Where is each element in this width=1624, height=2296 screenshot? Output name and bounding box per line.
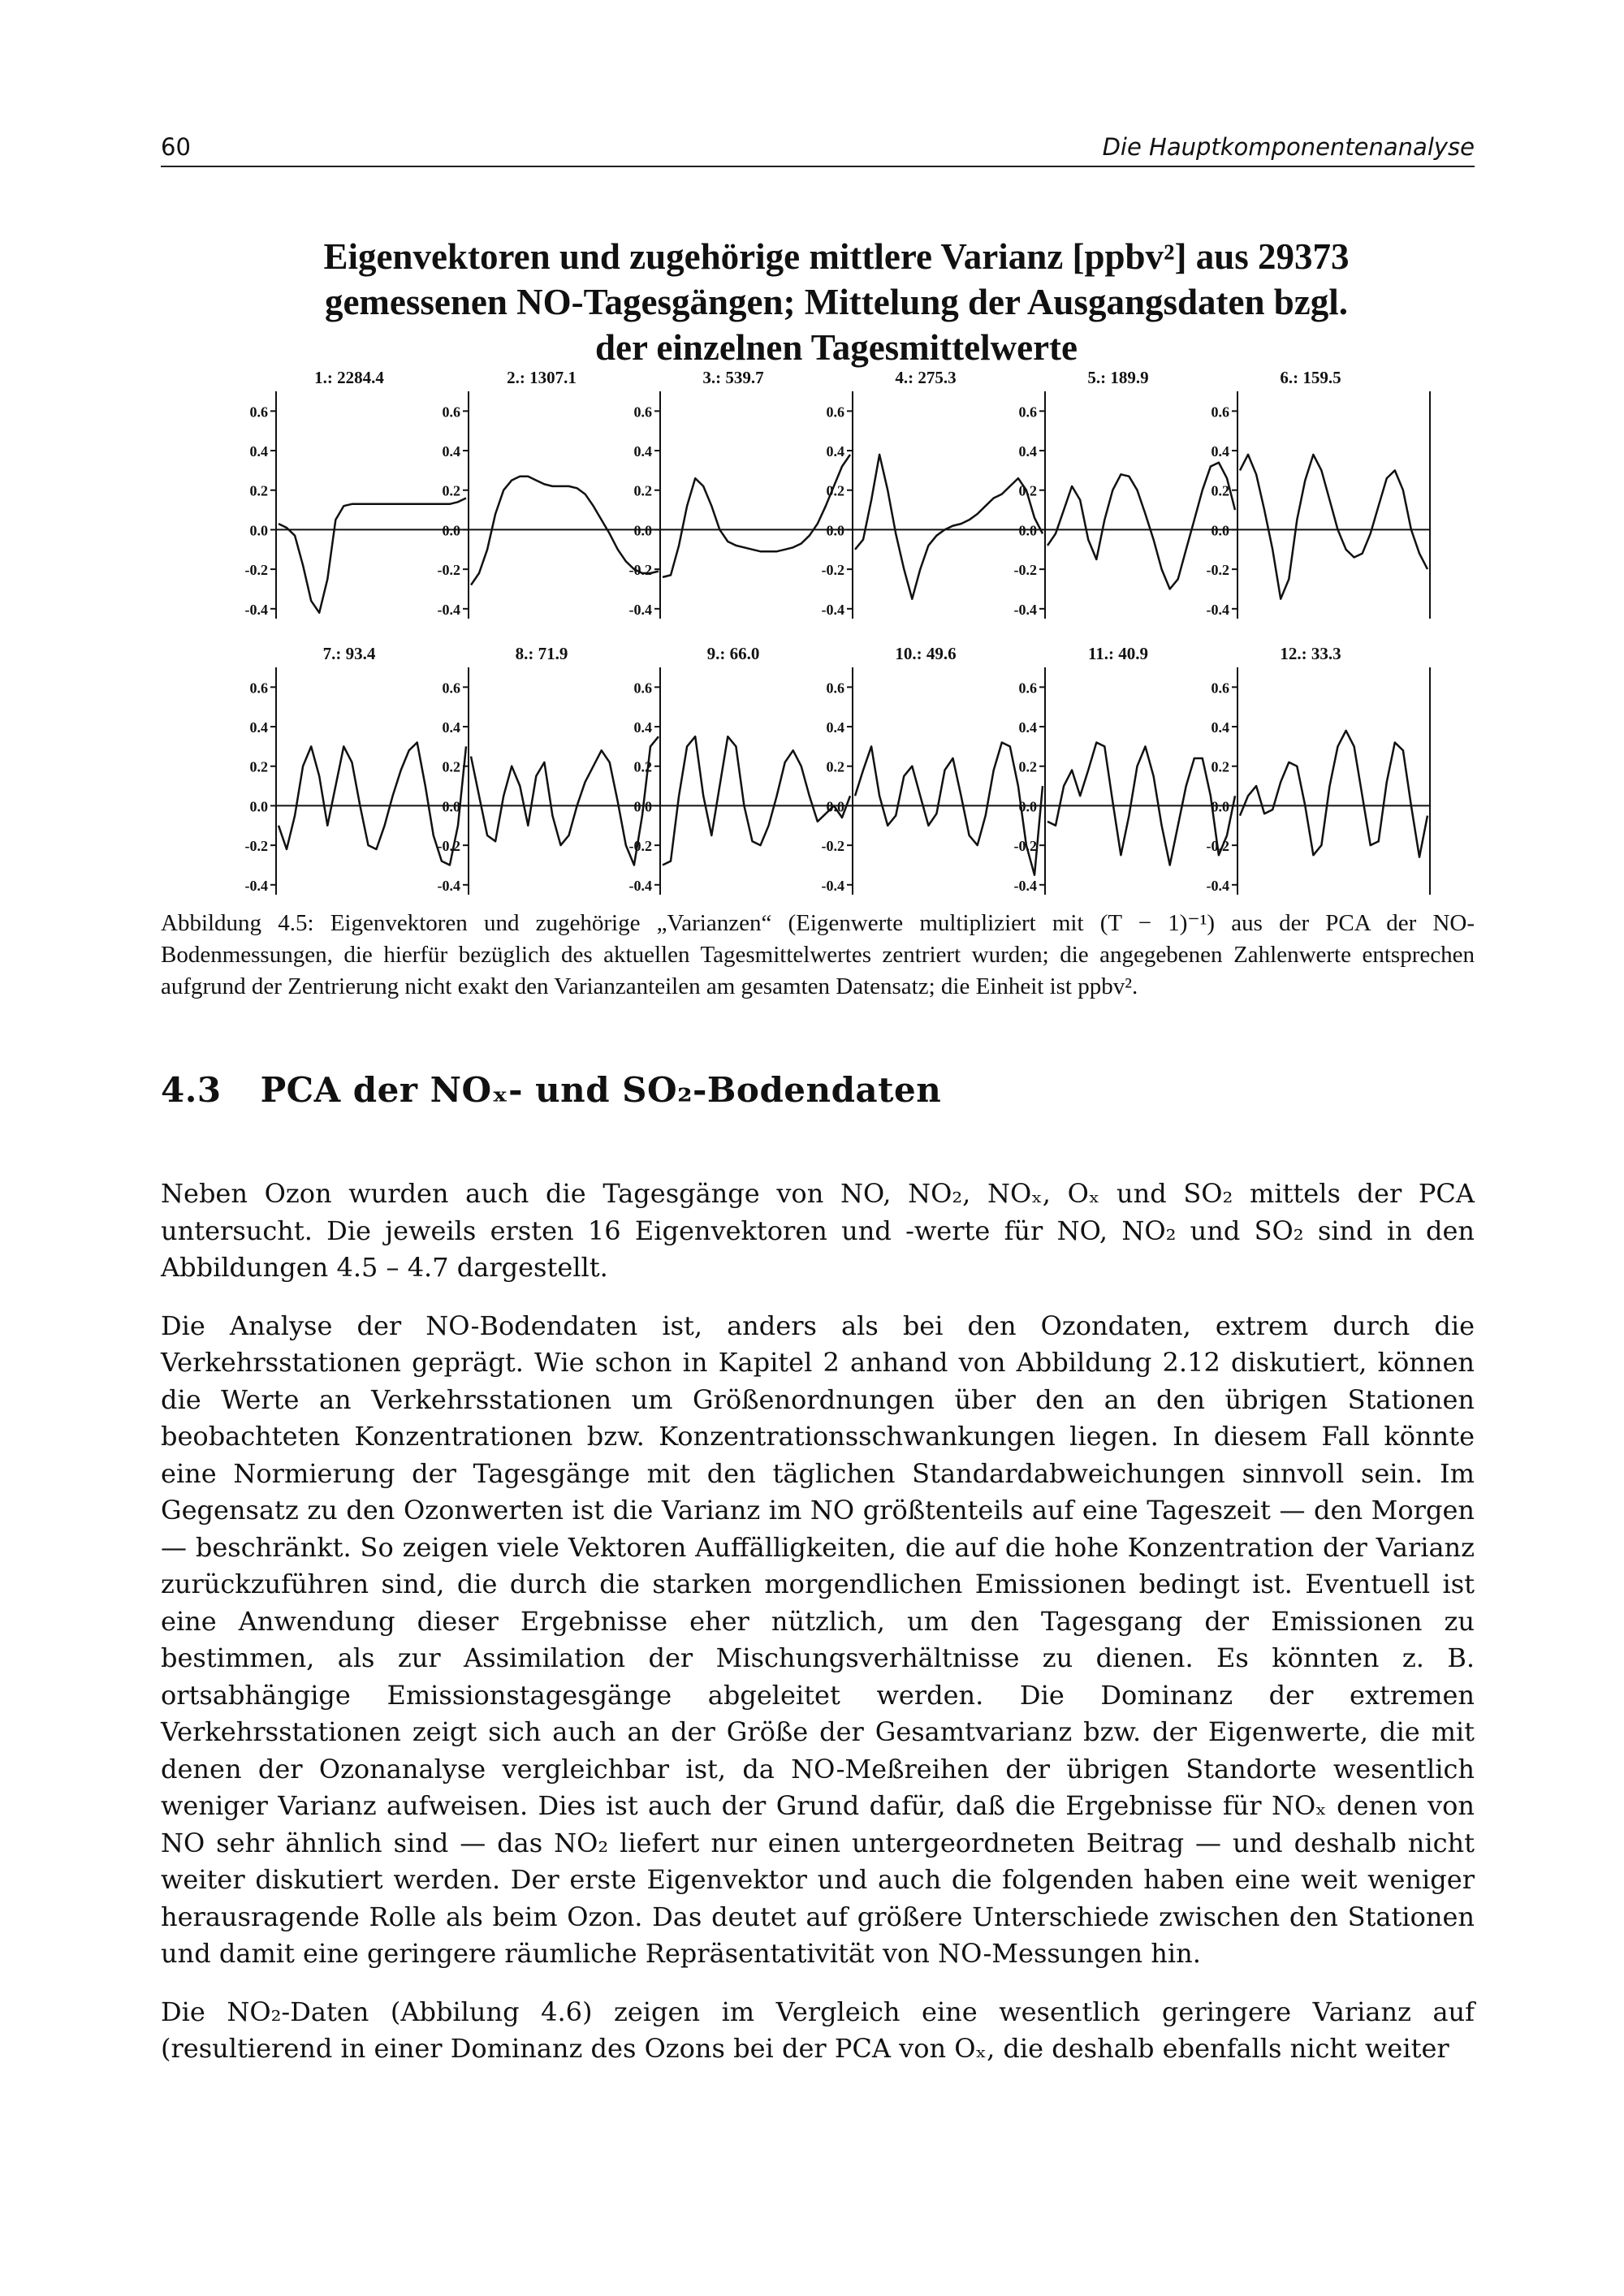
eigenvector-line: [855, 743, 1043, 875]
paragraph: Die NO₂-Daten (Abbilung 4.6) zeigen im Vergleich eine wesentlich geringere Varianz auf (resultierend in einer Dominanz des Ozons bei der PCA von Oₓ, die deshalb ebenfalls nicht weiter: [161, 1996, 1475, 2064]
y-tick-label: -0.2: [244, 838, 268, 855]
section-number: 4.3: [161, 1070, 222, 1110]
y-tick-label: -0.2: [821, 838, 844, 855]
panel-label: 9.: 66.0: [706, 644, 760, 663]
y-tick-label: 0.0: [442, 522, 460, 539]
section-title: PCA der NOₓ- und SO₂-Bodendaten: [260, 1070, 942, 1110]
y-tick-label: -0.4: [1013, 877, 1037, 894]
y-tick-label: 0.6: [1018, 680, 1037, 697]
y-tick-label: -0.4: [437, 601, 460, 618]
y-tick-label: 0.4: [442, 443, 460, 460]
y-tick-label: 0.2: [1211, 758, 1229, 775]
y-tick-label: -0.2: [1206, 562, 1229, 579]
section-heading: [161, 1070, 941, 1110]
y-tick-label: 0.2: [1018, 758, 1037, 775]
y-tick-label: -0.2: [437, 562, 460, 579]
y-tick-label: -0.2: [244, 562, 268, 579]
y-tick-label: 0.0: [249, 522, 268, 539]
panel-label: 2.: 1307.1: [507, 368, 577, 387]
y-tick-label: 0.0: [633, 522, 652, 539]
eigenvector-line: [663, 455, 850, 577]
y-tick-label: -0.4: [1206, 877, 1229, 894]
panel-label: 7.: 93.4: [322, 644, 376, 663]
eigenvector-line: [279, 498, 466, 613]
body-text: [161, 1176, 1475, 2089]
y-tick-label: -0.4: [437, 877, 460, 894]
figure-title-line: Eigenvektoren und zugehörige mittlere Varianz [ppbv²] aus 29373: [323, 236, 1350, 277]
figure-caption: [161, 908, 1475, 1003]
y-tick-label: -0.4: [1206, 601, 1229, 618]
y-tick-label: -0.2: [437, 838, 460, 855]
y-tick-label: 0.4: [249, 443, 268, 460]
y-tick-label: 0.4: [826, 443, 844, 460]
y-tick-label: 0.4: [826, 719, 844, 736]
y-tick-label: -0.2: [628, 562, 652, 579]
y-tick-label: 0.4: [1211, 719, 1229, 736]
y-tick-label: -0.4: [244, 601, 268, 618]
paragraph: Neben Ozon wurden auch die Tagesgänge von NO, NO₂, NOₓ, Oₓ und SO₂ mittels der PCA untersucht. Die jeweils ersten 16 Eigenvektoren und -werte für NO, NO₂ und SO₂ sind in den Abbildungen 4.5 – 4.7 dargestellt.: [161, 1178, 1475, 1283]
y-tick-label: 0.0: [633, 798, 652, 815]
panel-label: 8.: 71.9: [515, 644, 568, 663]
panel-label: 3.: 539.7: [702, 368, 764, 387]
y-tick-label: 0.2: [249, 482, 268, 499]
y-tick-label: 0.2: [826, 482, 844, 499]
y-tick-label: 0.0: [1018, 798, 1037, 815]
panel-label: 6.: 159.5: [1280, 368, 1341, 387]
panel-label: 4.: 275.3: [895, 368, 957, 387]
y-tick-label: 0.4: [249, 719, 268, 736]
y-tick-label: 0.2: [442, 482, 460, 499]
panel-label: 12.: 33.3: [1280, 644, 1341, 663]
figure-title-line: gemessenen NO-Tagesgängen; Mittelung der Ausgangsdaten bzgl.: [324, 282, 1349, 322]
figure-title-line: der einzelnen Tagesmittelwerte: [594, 327, 1078, 368]
y-tick-label: 0.0: [826, 522, 844, 539]
y-tick-label: 0.2: [1211, 482, 1229, 499]
y-tick-label: 0.6: [249, 404, 268, 421]
y-tick-label: 0.2: [1018, 482, 1037, 499]
y-tick-label: 0.0: [442, 798, 460, 815]
y-tick-label: -0.2: [1013, 838, 1037, 855]
y-tick-label: -0.2: [628, 838, 652, 855]
y-tick-label: 0.2: [633, 758, 652, 775]
y-tick-label: 0.0: [249, 798, 268, 815]
y-tick-label: 0.6: [633, 404, 652, 421]
y-tick-label: 0.4: [633, 719, 652, 736]
y-tick-label: 0.6: [826, 404, 844, 421]
y-tick-label: 0.2: [633, 482, 652, 499]
y-tick-label: 0.6: [633, 680, 652, 697]
y-tick-label: -0.4: [821, 601, 844, 618]
y-tick-label: 0.6: [826, 680, 844, 697]
y-tick-label: -0.2: [1013, 562, 1037, 579]
y-tick-label: 0.0: [1211, 798, 1229, 815]
y-tick-label: 0.6: [249, 680, 268, 697]
y-tick-label: 0.0: [826, 798, 844, 815]
running-title: Die Hauptkomponentenanalyse: [1102, 133, 1475, 161]
y-tick-label: 0.4: [633, 443, 652, 460]
y-tick-label: -0.2: [821, 562, 844, 579]
y-tick-label: 0.0: [1018, 522, 1037, 539]
y-tick-label: -0.4: [821, 877, 844, 894]
panel-label: 11.: 40.9: [1087, 644, 1149, 663]
page-number: 60: [161, 133, 191, 161]
y-tick-label: -0.2: [1206, 838, 1229, 855]
y-tick-label: 0.2: [442, 758, 460, 775]
y-tick-label: 0.6: [1211, 680, 1229, 697]
eigenvector-line: [1240, 731, 1427, 857]
y-tick-label: 0.4: [442, 719, 460, 736]
y-tick-label: 0.2: [249, 758, 268, 775]
panel-label: 10.: 49.6: [895, 644, 957, 663]
y-tick-label: -0.4: [244, 877, 268, 894]
y-tick-label: 0.4: [1018, 443, 1037, 460]
panel-label: 1.: 2284.4: [314, 368, 384, 387]
y-tick-label: -0.4: [1013, 601, 1037, 618]
caption-text: Abbildung 4.5: Eigenvektoren und zugehörige „Varianzen“ (Eigenwerte multipliziert mit (T − 1)⁻¹) aus der PCA der NO-Bodenmessungen, die hierfür bezüglich des aktuellen Tagesmittelwertes zentriert wurden; die angegebenen Zahlenwerte entsprechen aufgrund der Zentrierung nicht exakt den Varianzanteilen am gesamten Datensatz; die Einheit ist ppbv².: [161, 910, 1475, 999]
y-tick-label: 0.4: [1211, 443, 1229, 460]
y-tick-label: 0.6: [1018, 404, 1037, 421]
paragraph: Die Analyse der NO-Bodendaten ist, anders als bei den Ozondaten, extrem durch die Verkehrsstationen geprägt. Wie schon in Kapitel 2 anhand von Abbildung 2.12 diskutiert, können die Werte an Verkehrsstationen um Größenordnungen über den an den übrigen Stationen beobachteten Konzentrationen bzw. Konzentrationsschwankungen liegen. In diesem Fall könnte eine Normierung der Tagesgänge mit den täglichen Standardabweichungen sinnvoll sein. Im Gegensatz zu den Ozonwerten ist die Varianz im NO größtenteils auf eine Tageszeit — den Morgen — beschränkt. So zeigen viele Vektoren Auffälligkeiten, die auf die hohe Konzentration der Varianz zurückzuführen sind, die durch die starken morgendlichen Emissionen bedingt ist. Eventuell ist eine Anwendung dieser Ergebnisse eher nützlich, um den Tagesgang der Emissionen zu bestimmen, als zur Assimilation der Mischungsverhältnisse zu dienen. Es könnten z. B. ortsabhängige Emissionstagesgänge abgeleitet werden. Die Dominanz der extremen Verkehrsstationen zeigt sich auch an der Größe der Gesamtvarianz bzw. der Eigenwerte, die mit denen der Ozonanalyse vergleichbar ist, da NO-Meßreihen der übrigen Standorte wesentlich weniger Varianz aufweisen. Dies ist auch der Grund dafür, daß die Ergebnisse für NOₓ denen von NO sehr ähnlich sind — das NO₂ liefert nur einen untergeordneten Beitrag — und deshalb nicht weiter diskutiert werden. Der erste Eigenvektor und auch die folgenden haben eine weit weniger herausragende Rolle als beim Ozon. Das deutet auf größere Unterschiede zwischen den Stationen und damit eine geringere räumliche Repräsentativität von NO-Messungen hin.: [161, 1310, 1475, 1969]
y-tick-label: 0.0: [1211, 522, 1229, 539]
eigenvector-line: [1240, 455, 1427, 599]
y-tick-label: -0.4: [628, 877, 652, 894]
panel-label: 5.: 189.9: [1087, 368, 1149, 387]
y-tick-label: 0.6: [1211, 404, 1229, 421]
y-tick-label: -0.4: [628, 601, 652, 618]
y-tick-label: 0.6: [442, 680, 460, 697]
y-tick-label: 0.6: [442, 404, 460, 421]
y-tick-label: 0.2: [826, 758, 844, 775]
y-tick-label: 0.4: [1018, 719, 1037, 736]
